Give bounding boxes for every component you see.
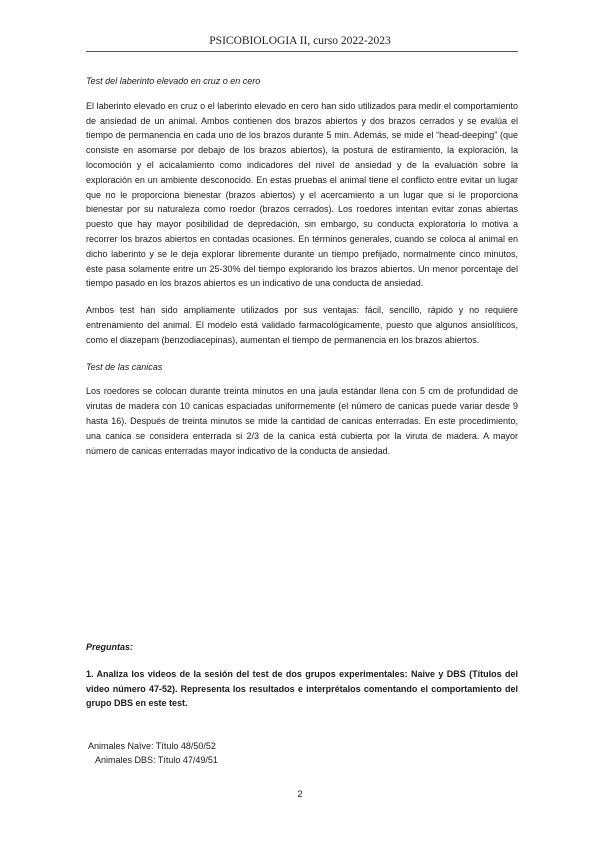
questions-section [86,640,518,711]
page-number: 2 [297,789,303,799]
header-rule [86,51,518,52]
questions-title: Preguntas: [86,642,134,652]
question-1: 1. Analiza los videos de la sesión del test de dos grupos experimentales: Naive y DBS (Títulos del video número 47-52). Representa los resultados e interprétalos comentando el comportamiento del grupo DBS en este test. [86,668,518,709]
laberinto-paragraph-2: Ambos test han sido ampliamente utilizados por sus ventajas: fácil, sencillo, rápido y no requiere entrenamiento del animal. El modelo está validado farmacológicamente, puesto que algunos ansiolíticos, como el diazepam (benzodiacepinas), aumentan el tiempo de permanencia en los brazos abiertos. [86,305,518,345]
animals-naive: Animales Naïve: Título 48/50/52 [88,741,216,751]
page-header: PSICOBIOLOGIA II, curso 2022-2023 [209,35,391,47]
canicas-title: Test de las canicas [86,361,163,372]
main-content [86,74,518,458]
animals-dbs: Animales DBS: Título 47/49/51 [95,755,218,765]
canicas-paragraph-1: Los roedores se colocan durante treinta minutos en una jaula estándar llena con 5 cm de profundidad de virutas de madera con 10 canicas espaciadas uniformemente (el número de canicas puede variar desde 9 hasta 16). Después de treinta minutos se mide la cantidad de canicas enterradas. En este procedimiento, una canica se considera enterrada si 2/3 de la canica está cubierta por la viruta de madera. A mayor número de canicas enterradas mayor indicativo de la conducta de ansiedad. [86,386,518,456]
laberinto-paragraph-1: El laberinto elevado en cruz o el laberinto elevado en cero han sido utilizados para medir el comportamiento de ansiedad de un animal. Ambos contienen dos brazos abiertos y dos brazos cerrados y se evalúa el tiempo de permanencia en cada uno de los brazos durante 5 min. Además, se mide el “head-deeping” (que consiste en asomarse por debajo de los brazos abiertos), la postura de estiramiento, la exploración, la locomoción y el acicalamiento como indicadores del nivel de ansiedad y de la evaluación sobre la exploración en un ambiente desconocido. En estas pruebas el animal tiene el conflicto entre evitar un lugar que no le proporciona bienestar (brazos abiertos) y el acercamiento a un lugar que si le proporciona bienestar por su naturaleza como roedor (brazos cerrados). Los roedores intentan evitar zonas abiertas puesto que hay mayor posibilidad de depredación, sin embargo, su conducta exploratoria lo motiva a recorrer los brazos abiertos en contadas ocasiones. En términos generales, cuando se coloca al animal en dicho laberinto y se le deja explorar libremente durante un tiempo prefijado, normalmente cinco minutos, éste pasa solamente entre un 25-30% del tiempo explorando los brazos abiertos. Un menor porcentaje del tiempo pasado en los brazos abiertos es un indicativo de una conducta de ansiedad. [86,100,518,289]
laberinto-title: Test del laberinto elevado en cruz o en cero [86,76,261,86]
animal-groups [88,739,218,767]
